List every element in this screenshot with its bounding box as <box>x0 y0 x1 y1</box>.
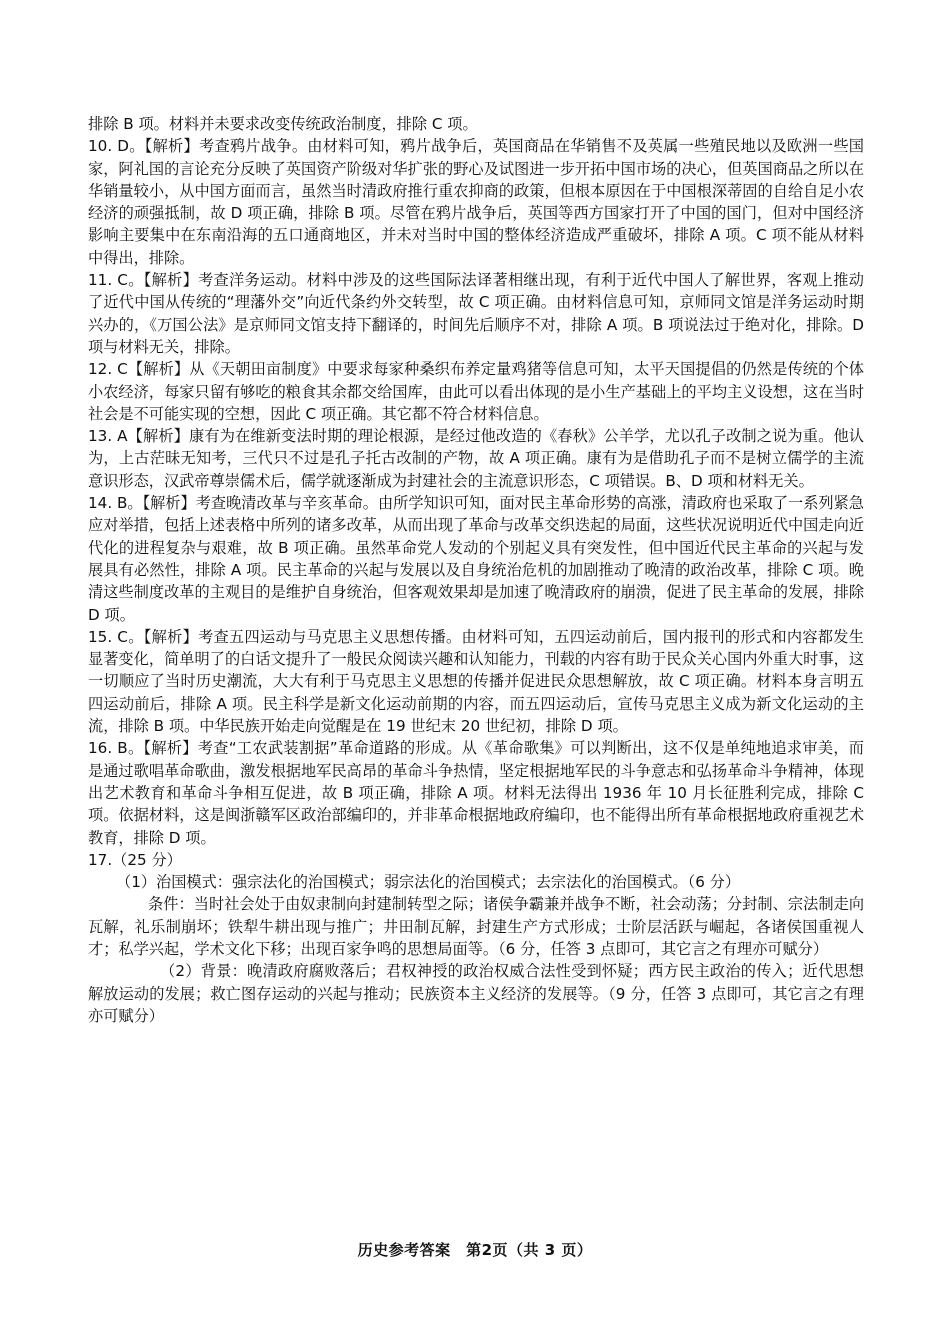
answer-17-conditions <box>88 893 864 960</box>
paragraph-9-tail: 排除 B 项。材料并未要求改变传统政治制度，排除 C 项。 <box>88 115 478 133</box>
answer-17-conditions-text: 条件：当时社会处于由奴隶制向封建制转型之际；诸侯争霸兼并战争不断，社会动荡；分封制、宗法制走向瓦解，礼乐制崩坏；铁犁牛耕出现与推广；井田制瓦解，封建生产方式形成；士阶层活跃与崛起，各诸侯国重视人才；私学兴起，学术文化下移；出现百家争鸣的思想局面等。（6 分，任答 3 点即可，其它言之有理亦可赋分） <box>88 895 864 958</box>
answer-13: 13. A【解析】康有为在维新变法时期的理论根源，是经过他改造的《春秋》公羊学，尤以孔子改制之说为重。他认为，上古茫昧无知考，三代只不过是孔子托古改制的产物，故 A 项正确。康有为是借助孔子而不是树立儒学的主流意识形态，汉武帝尊崇儒术后，儒学就逐渐成为封建社会的主流意识形态，C 项错误。B、D 项和材料无关。 <box>88 427 864 490</box>
answer-16: 16. B。【解析】考查“工农武装割据”革命道路的形成。从《革命歌集》可以判断出，这不仅是单纯地追求审美，而是通过歌唱革命歌曲，激发根据地军民高昂的革命斗争热情，坚定根据地军民的斗争意志和弘扬革命斗争精神，体现出艺术教育和革命斗争相互促进，故 B 项正确，排除 A 项。材料无法得出 1936 年 10 月长征胜利完成，排除 C 项。依据材料，这是闽浙赣军区政治部编印的，并非革命根据地政府编印，也不能得出所有革命根据地政府重视艺术教育，排除 D 项。 <box>88 739 864 847</box>
answer-10: 10. D。【解析】考查鸦片战争。由材料可知，鸦片战争后，英国商品在华销售不及英属一些殖民地以及欧洲一些国家，阿礼国的言论充分反映了英国资产阶级对华扩张的野心及试图进一步开拓中国市场的决心，但英国商品之所以在华销量较小，从中国方面而言，虽然当时清政府推行重农抑商的政策，但根本原因在于中国根深蒂固的自给自足小农经济的顽强抵制，故 D 项正确，排除 B 项。尽管在鸦片战争后，英国等西方国家打开了中国的国门，但对中国经济影响主要集中在东南沿海的五口通商地区，并未对当时中国的整体经济造成严重破坏，排除 A 项。C 项不能从材料中得出，排除。 <box>88 137 864 267</box>
answer-11: 11. C。【解析】考查洋务运动。材料中涉及的这些国际法译著相继出现，有利于近代中国人了解世界，客观上推动了近代中国从传统的“理藩外交”向近代条约外交转型，故 C 项正确。由材料信息可知，京师同文馆是洋务运动时期兴办的，《万国公法》是京师同文馆支持下翻译的，时间先后顺序不对，排除 A 项。B 项说法过于绝对化，排除。D 项与材料无关，排除。 <box>88 271 864 356</box>
answer-content <box>88 113 864 1027</box>
answer-12: 12. C【解析】从《天朝田亩制度》中要求每家种桑织布养定量鸡猪等信息可知，太平天国提倡的仍然是传统的个体小农经济，每家只留有够吃的粮食其余都交给国库，由此可以看出体现的是小生产基础上的平均主义设想，这在当时社会是不可能实现的空想，因此 C 项正确。其它都不符合材料信息。 <box>88 360 864 423</box>
page-footer: 历史参考答案 第2页（共 3 页） <box>357 1241 593 1259</box>
answer-14: 14. B。【解析】考查晚清改革与辛亥革命。由所学知识可知，面对民主革命形势的高涨，清政府也采取了一系列紧急应对举措，包括上述表格中所列的诸多改革，从而出现了革命与改革交织迭起的局面，这些状况说明近代中国走向近代化的进程复杂与艰难，故 B 项正确。虽然革命党人发动的个别起义具有突发性，但中国近代民主革命的兴起与发展具有必然性，排除 A 项。民主革命的兴起与发展以及自身统治危机的加剧推动了晚清的政治改革，排除 C 项。晚清这些制度改革的主观目的是维护自身统治，但客观效果却是加速了晚清政府的崩溃，促进了民主革命的发展，排除 D 项。 <box>88 494 864 624</box>
answer-15: 15. C。【解析】考查五四运动与马克思主义思想传播。由材料可知，五四运动前后，国内报刊的形式和内容都发生显著变化，简单明了的白话文提升了一般民众阅读兴趣和认知能力，刊载的内容有助于民众关心国内外重大时事，这一切顺应了当时历史潮流，大大有利于马克思主义思想的传播并促进民众思想解放，故 C 项正确。材料本身言明五四运动前后，排除 A 项。民主科学是新文化运动前期的内容，而五四运动后，宣传马克思主义成为新文化运动的主流，排除 B 项。中华民族开始走向觉醒是在 19 世纪末 20 世纪初，排除 D 项。 <box>88 627 864 736</box>
answer-17-part1: （1）治国模式：强宗法化的治国模式；弱宗法化的治国模式；去宗法化的治国模式。（6 分） <box>116 873 741 892</box>
answer-17-part2 <box>88 960 864 1027</box>
answer-17-part2-text: （2）背景：晚清政府腐败落后；君权神授的政治权威合法性受到怀疑；西方民主政治的传入；近代思想解放运动的发展；救亡图存运动的兴起与推动；民族资本主义经济的发展等。（9 分，任答 3 点即可，其它言之有理亦可赋分） <box>88 962 864 1025</box>
answer-17-heading: 17.（25 分） <box>88 850 182 869</box>
